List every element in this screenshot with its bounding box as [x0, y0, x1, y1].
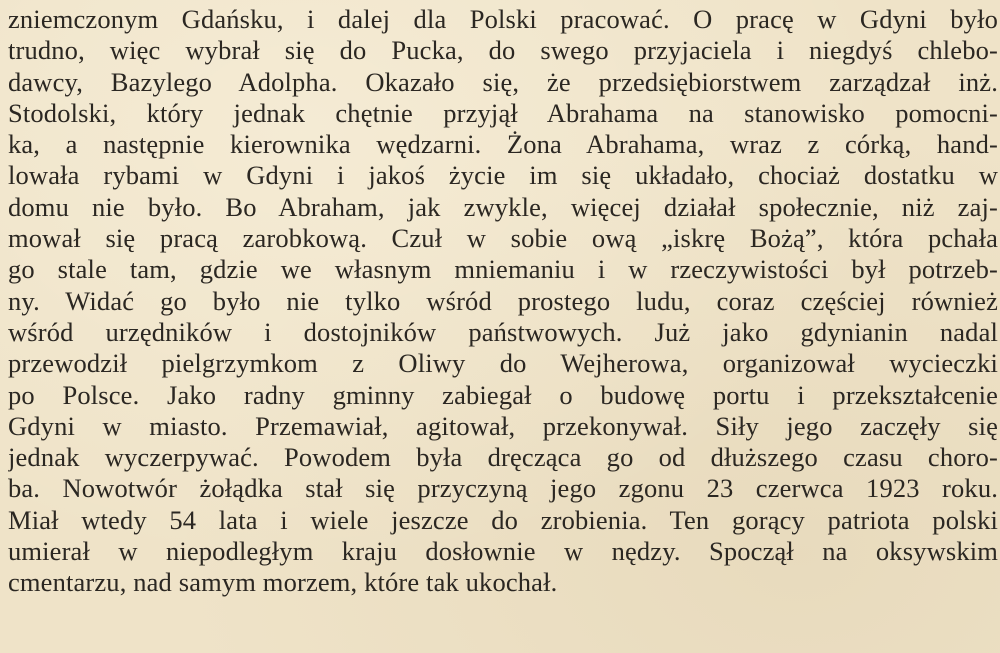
- text-line: po Polsce. Jako radny gminny zabiegał o budowę portu i przekształcenie: [8, 379, 998, 410]
- text-line: wśród urzędników i dostojników państwowych. Już jako gdynianin nadal: [8, 316, 998, 347]
- text-line: ka, a następnie kierownika wędzarni. Żona Abrahama, wraz z córką, hand-: [8, 129, 998, 160]
- text-line: przewodził pielgrzymkom z Oliwy do Wejherowa, organizował wycieczki: [8, 348, 998, 379]
- text-line: ba. Nowotwór żołądka stał się przyczyną jego zgonu 23 czerwca 1923 roku.: [8, 473, 998, 504]
- text-line: lowała rybami w Gdyni i jakoś życie im się układało, chociaż dostatku w: [8, 160, 998, 191]
- text-line: domu nie było. Bo Abraham, jak zwykle, więcej działał społecznie, niż zaj-: [8, 191, 998, 222]
- text-line: Miał wtedy 54 lata i wiele jeszcze do zrobienia. Ten gorący patriota polski: [8, 504, 998, 535]
- body-text: [8, 4, 998, 599]
- text-line: dawcy, Bazylego Adolpha. Okazało się, że przedsiębiorstwem zarządzał inż.: [8, 66, 998, 97]
- text-line: cmentarzu, nad samym morzem, które tak ukochał.: [8, 567, 558, 598]
- text-line: mował się pracą zarobkową. Czuł w sobie ową „iskrę Bożą”, która pchała: [8, 223, 998, 254]
- text-line: trudno, więc wybrał się do Pucka, do swego przyjaciela i niegdyś chlebo-: [8, 35, 998, 66]
- text-line: umierał w niepodległym kraju dosłownie w nędzy. Spoczął na oksywskim: [8, 536, 998, 567]
- text-line: Gdyni w miasto. Przemawiał, agitował, przekonywał. Siły jego zaczęły się: [8, 410, 998, 441]
- text-line: go stale tam, gdzie we własnym mniemaniu i w rzeczywistości był potrzeb-: [8, 254, 998, 285]
- text-line: Stodolski, który jednak chętnie przyjął Abrahama na stanowisko pomocni-: [8, 97, 998, 128]
- text-line: ny. Widać go było nie tylko wśród prostego ludu, coraz częściej również: [8, 285, 998, 316]
- text-line: jednak wyczerpywać. Powodem była dręcząca go od dłuższego czasu choro-: [8, 442, 998, 473]
- text-line: zniemczonym Gdańsku, i dalej dla Polski pracować. O pracę w Gdyni było: [8, 4, 998, 34]
